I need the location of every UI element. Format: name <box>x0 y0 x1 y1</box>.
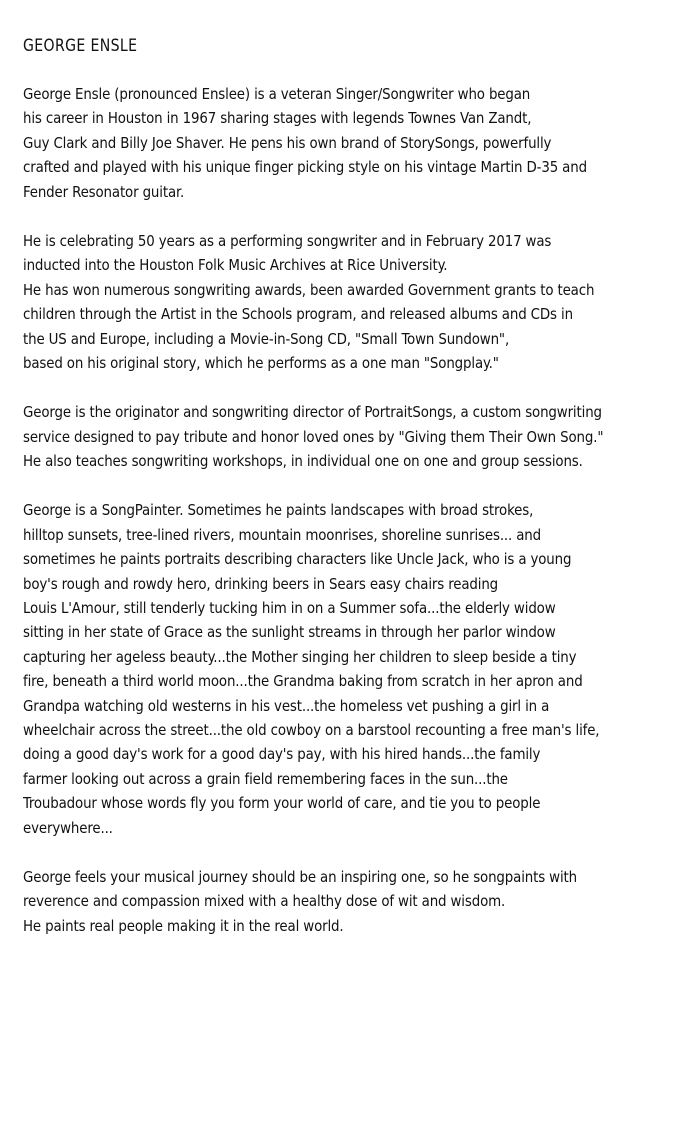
bio-document <box>23 34 673 963</box>
text-line: hilltop sunsets, tree-lined rivers, mountain moonrises, shoreline sunrises... and <box>23 525 542 544</box>
page-title: GEORGE ENSLE <box>23 36 138 56</box>
text-line: wheelchair across the street...the old cowboy on a barstool recounting a free man's life, <box>23 720 600 739</box>
text-line: He has won numerous songwriting awards, been awarded Government grants to teach <box>23 280 595 299</box>
text-line: children through the Artist in the Schools program, and released albums and CDs in <box>23 305 573 324</box>
paragraph-portraitsongs <box>23 400 673 473</box>
text-line: capturing her ageless beauty...the Mother singing her children to sleep beside a tiny <box>23 647 577 666</box>
paragraph-achievements <box>23 229 673 375</box>
text-line: fire, beneath a third world moon...the Grandma baking from scratch in her apron and <box>23 672 583 691</box>
text-line: the US and Europe, including a Movie-in-Song CD, "Small Town Sundown", <box>23 329 510 348</box>
text-line: Louis L'Amour, still tenderly tucking him in on a Summer sofa...the elderly widow <box>23 599 556 618</box>
text-line: He is celebrating 50 years as a performing songwriter and in February 2017 was <box>23 231 552 250</box>
text-line: his career in Houston in 1967 sharing stages with legends Townes Van Zandt, <box>23 109 532 128</box>
paragraph-songpainter <box>23 498 673 839</box>
text-line: doing a good day's work for a good day's pay, with his hired hands...the family <box>23 745 541 764</box>
paragraph-intro <box>23 82 673 204</box>
text-line: George Ensle (pronounced Enslee) is a veteran Singer/Songwriter who began <box>23 85 531 103</box>
text-line: sometimes he paints portraits describing characters like Uncle Jack, who is a young <box>23 550 572 569</box>
text-line: George is a SongPainter. Sometimes he paints landscapes with broad strokes, <box>23 501 534 520</box>
text-line: He paints real people making it in the real world. <box>23 916 344 935</box>
text-line: George is the originator and songwriting director of PortraitSongs, a custom songwriting <box>23 403 602 422</box>
text-line: reverence and compassion mixed with a healthy dose of wit and wisdom. <box>23 892 506 911</box>
text-line: crafted and played with his unique finger picking style on his vintage Martin D-35 and <box>23 158 587 177</box>
text-line: farmer looking out across a grain field remembering faces in the sun...the <box>23 769 508 788</box>
text-line: Grandpa watching old westerns in his vest...the homeless vet pushing a girl in a <box>23 696 550 715</box>
text-line: service designed to pay tribute and honor loved ones by "Giving them Their Own Song." <box>23 427 604 446</box>
text-line: He also teaches songwriting workshops, in individual one on one and group sessions. <box>23 452 583 471</box>
text-line: Troubadour whose words fly you form your world of care, and tie you to people <box>23 794 541 813</box>
text-line: based on his original story, which he performs as a one man "Songplay." <box>23 353 499 372</box>
text-line: everywhere... <box>23 818 113 837</box>
text-line: George feels your musical journey should be an inspiring one, so he songpaints with <box>23 867 577 886</box>
text-line: Fender Resonator guitar. <box>23 182 185 201</box>
text-line: inducted into the Houston Folk Music Archives at Rice University. <box>23 256 448 275</box>
text-line: sitting in her state of Grace as the sunlight streams in through her parlor window <box>23 623 556 642</box>
text-line: Guy Clark and Billy Joe Shaver. He pens his own brand of StorySongs, powerfully <box>23 133 552 152</box>
paragraph-closing <box>23 865 673 938</box>
text-line: boy's rough and rowdy hero, drinking beers in Sears easy chairs reading <box>23 574 499 593</box>
